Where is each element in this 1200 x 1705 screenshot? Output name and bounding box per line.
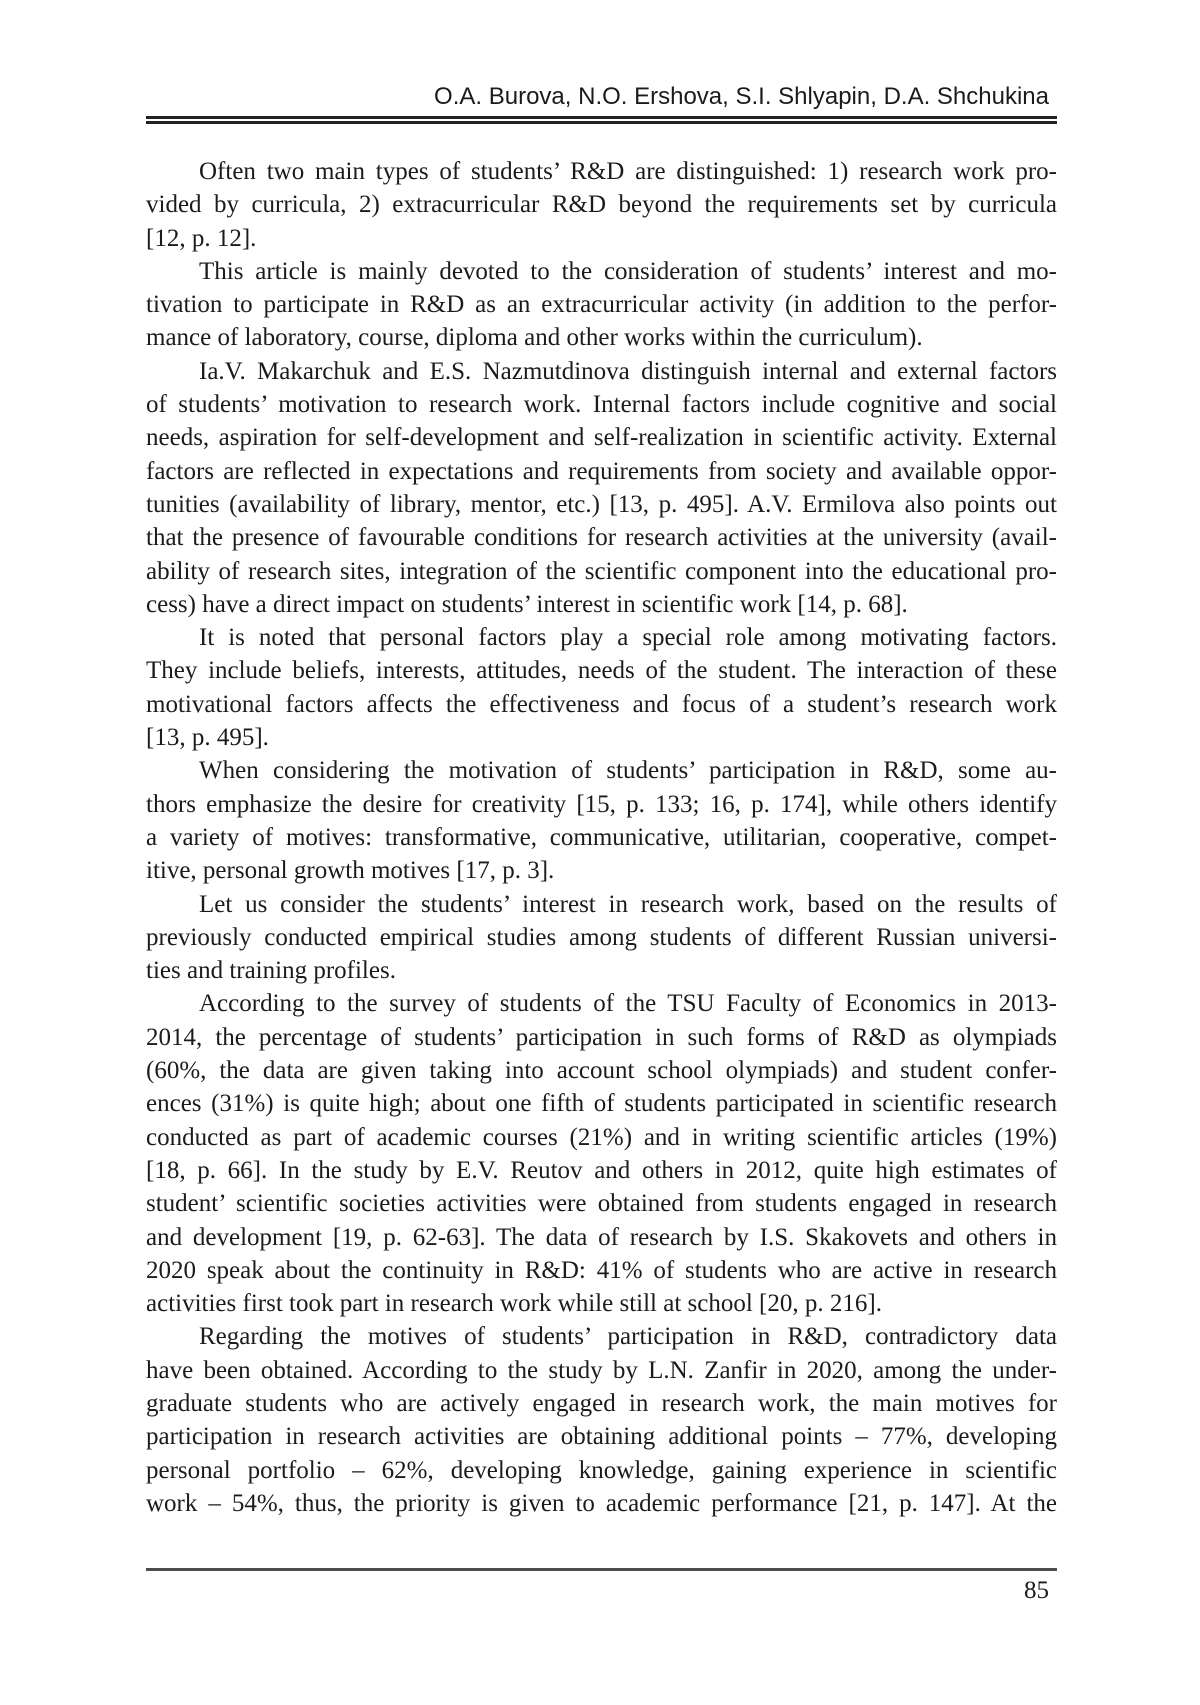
text-line: student’ scientific societies activities were obtained from students engaged in research [146, 1190, 1057, 1218]
header-rule [146, 116, 1057, 124]
text-line: conducted as part of academic courses (21%) and in writing scientific articles (19%) [146, 1123, 1057, 1151]
text-line: Let us consider the students’ interest in research work, based on the results of [199, 890, 1057, 918]
text-line: 2014, the percentage of students’ participation in such forms of R&D as olympiads [146, 1023, 1057, 1051]
text-line: graduate students who are actively engaged in research work, the main motives for [146, 1389, 1057, 1417]
text-line: needs, aspiration for self-development and self-realization in scientific activity. External [146, 424, 1057, 452]
text-line: ences (31%) is quite high; about one fifth of students participated in scientific research [146, 1090, 1057, 1118]
text-line: cess) have a direct impact on students’ interest in scientific work [14, p. 68]. [146, 590, 908, 618]
text-line: activities first took part in research work while still at school [20, p. 216]. [146, 1290, 882, 1318]
text-line: that the presence of favourable conditions for research activities at the university (avail- [146, 524, 1057, 552]
text-line: [18, p. 66]. In the study by E.V. Reutov and others in 2012, quite high estimates of [146, 1156, 1057, 1184]
text-line: mance of laboratory, course, diploma and other works within the curriculum). [146, 324, 923, 352]
text-line: vided by curricula, 2) extracurricular R&D beyond the requirements set by curricula [146, 191, 1057, 219]
text-line: This article is mainly devoted to the consideration of students’ interest and mo- [199, 257, 1057, 285]
text-line: (60%, the data are given taking into account school olympiads) and student confer- [146, 1057, 1057, 1085]
text-line: ability of research sites, integration of the scientific component into the educational pro- [146, 557, 1057, 585]
text-line: Ia.V. Makarchuk and E.S. Nazmutdinova distinguish internal and external factors [199, 357, 1057, 385]
text-line: It is noted that personal factors play a special role among motivating factors. [199, 624, 1057, 652]
text-line: [13, p. 495]. [146, 724, 269, 752]
text-line: When considering the motivation of students’ participation in R&D, some au- [199, 757, 1057, 785]
text-line: Regarding the motives of students’ participation in R&D, contradictory data [199, 1323, 1057, 1351]
text-line: itive, personal growth motives [17, p. 3]. [146, 857, 555, 885]
text-line: According to the survey of students of the TSU Faculty of Economics in 2013- [199, 990, 1057, 1018]
running-head-authors: O.A. Burova, N.O. Ershova, S.I. Shlyapin, D.A. Shchukina [434, 83, 1049, 110]
text-line: of students’ motivation to research work. Internal factors include cognitive and social [146, 391, 1057, 419]
footer-rule [146, 1568, 1057, 1571]
text-line: ties and training profiles. [146, 957, 396, 985]
text-line: a variety of motives: transformative, communicative, utilitarian, cooperative, compet- [146, 823, 1057, 851]
text-line: previously conducted empirical studies among students of different Russian universi- [146, 923, 1057, 951]
text-line: work – 54%, thus, the priority is given to academic performance [21, p. 147]. At the [146, 1489, 1057, 1517]
text-line: personal portfolio – 62%, developing knowledge, gaining experience in scientific [146, 1456, 1057, 1484]
article-body [146, 155, 1057, 1520]
text-line: [12, p. 12]. [146, 224, 257, 252]
text-line: and development [19, p. 62-63]. The data of research by I.S. Skakovets and others in [146, 1223, 1057, 1251]
text-line: They include beliefs, interests, attitudes, needs of the student. The interaction of these [146, 657, 1057, 685]
text-line: tivation to participate in R&D as an extracurricular activity (in addition to the perfor- [146, 291, 1057, 319]
text-line: 2020 speak about the continuity in R&D: 41% of students who are active in research [146, 1256, 1057, 1284]
text-line: Often two main types of students’ R&D are distinguished: 1) research work pro- [199, 158, 1057, 185]
text-line: motivational factors affects the effectiveness and focus of a student’s research work [146, 690, 1057, 718]
text-line: participation in research activities are obtaining additional points – 77%, developing [146, 1423, 1057, 1451]
text-line: have been obtained. According to the study by L.N. Zanfir in 2020, among the under- [146, 1356, 1057, 1384]
text-line: thors emphasize the desire for creativity [15, p. 133; 16, p. 174], while others identify [146, 790, 1057, 818]
text-line: factors are reflected in expectations and requirements from society and available oppor- [146, 457, 1057, 485]
text-line: tunities (availability of library, mentor, etc.) [13, p. 495]. A.V. Ermilova also points out [146, 490, 1057, 518]
page-number: 85 [1024, 1577, 1049, 1604]
